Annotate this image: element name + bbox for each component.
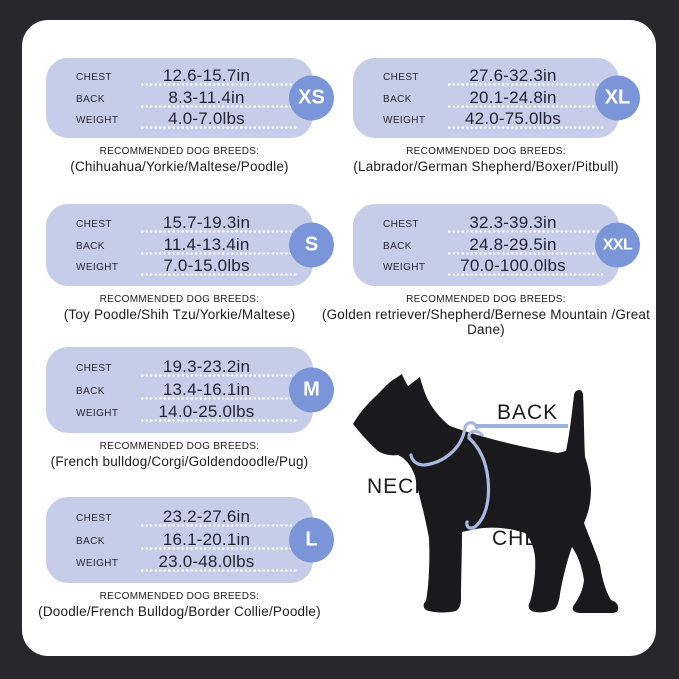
breed-caption-xs [7,146,352,174]
measure-row-chest [76,212,297,233]
breed-list: (Doodle/French Bulldog/Border Collie/Poodle) [38,604,321,619]
measure-row-weight [383,255,603,276]
dog-measurement-diagram [345,362,675,662]
size-chart-panel [22,20,656,656]
measure-row-back [76,234,297,255]
breed-list: (Toy Poodle/Shih Tzu/Yorkie/Maltese) [63,307,296,322]
chest-label: CHEST [383,72,419,84]
size-badge-m: M [289,368,334,413]
dotted-leader [447,108,603,129]
measure-row-chest [76,356,297,377]
weight-value: 70.0-100.0lbs [460,256,566,276]
chest-value: 27.6-32.3in [469,66,557,86]
dotted-leader [140,506,297,527]
measure-row-back [383,234,603,255]
breed-list: (Labrador/German Shepherd/Boxer/Pitbull) [353,159,619,174]
chest-label: CHEST [76,362,112,374]
dotted-leader [140,108,297,129]
size-block-xl [353,58,631,174]
measure-rows [353,58,619,138]
diagram-chest-label: CHEST [492,527,569,550]
measure-row-chest [76,65,297,86]
measure-rows [46,204,313,286]
chest-label: CHEST [383,218,419,230]
chest-value: 19.3-23.2in [162,356,251,376]
size-card-xs [46,58,325,138]
dotted-leader [140,401,297,422]
breed-list: (Golden retriever/Shepherd/Bernese Mountain /Great Dane) [321,307,651,337]
size-badge-xxl: XXL [595,223,640,268]
diagram-back-label: BACK [497,401,559,424]
recommended-label: RECOMMENDED DOG BREEDS: [99,591,260,602]
recommended-label: RECOMMENDED DOG BREEDS: [406,146,566,157]
weight-label: WEIGHT [76,558,119,570]
measure-rows [46,58,313,138]
dotted-leader [140,529,297,550]
breed-caption-m [7,441,352,469]
size-badge-xs: XS [289,76,334,121]
diagram-neck-label: NECK [367,475,430,498]
dotted-leader [447,255,603,276]
back-label: BACK [76,535,105,547]
back-value: 16.1-20.1in [162,529,251,549]
recommended-label: RECOMMENDED DOG BREEDS: [406,294,566,305]
measure-row-weight [76,401,297,422]
chest-value: 23.2-27.6in [162,506,251,526]
dotted-leader [447,212,603,233]
chest-label: CHEST [76,218,112,230]
recommended-label: RECOMMENDED DOG BREEDS: [99,441,260,452]
back-label: BACK [76,93,105,105]
chest-value: 15.7-19.3in [162,212,251,232]
size-card-xxl [353,204,633,286]
chest-value: 12.6-15.7in [162,66,251,86]
size-badge-xl: XL [595,76,640,121]
size-card-m [46,347,320,433]
weight-label: WEIGHT [383,114,426,126]
recommended-label: RECOMMENDED DOG BREEDS: [99,146,260,157]
measure-row-chest [383,65,603,86]
size-block-xs [46,58,325,174]
weight-value: 4.0-7.0lbs [168,108,245,128]
breed-list: (French bulldog/Corgi/Goldendoodle/Pug) [50,454,309,469]
size-card-xl [353,58,631,138]
chest-label: CHEST [76,72,112,84]
recommended-label: RECOMMENDED DOG BREEDS: [99,294,260,305]
weight-value: 23.0-48.0lbs [158,552,255,572]
back-value: 20.1-24.8in [469,87,557,107]
weight-value: 7.0-15.0lbs [163,256,250,276]
back-value: 11.4-13.4in [163,234,250,254]
measure-row-back [76,529,297,550]
measure-row-chest [76,506,297,527]
weight-value: 42.0-75.0lbs [465,108,561,128]
measure-rows [353,204,619,286]
dotted-leader [140,87,297,108]
breed-caption-xxl [314,294,659,337]
breed-list: (Chihuahua/Yorkie/Maltese/Poodle) [70,159,289,174]
breed-caption-l [7,591,352,619]
dotted-leader [447,87,603,108]
dotted-leader [447,234,603,255]
measure-row-weight [76,255,297,276]
dotted-leader [140,379,297,400]
back-label: BACK [76,240,105,252]
size-card-s [46,204,319,286]
dotted-leader [140,234,297,255]
size-block-l [38,497,321,619]
back-value: 24.8-29.5in [469,234,557,254]
weight-label: WEIGHT [383,262,426,274]
breed-caption-xl [314,146,659,174]
measure-rows [46,497,313,583]
measure-row-back [383,87,603,108]
back-label: BACK [76,385,105,397]
size-badge-l: L [289,518,334,563]
measure-row-weight [383,108,603,129]
measure-row-weight [76,551,297,572]
back-label: BACK [383,240,412,252]
size-card-l [46,497,318,583]
size-block-xxl [321,204,651,337]
weight-label: WEIGHT [76,262,119,274]
dotted-leader [140,255,297,276]
back-label: BACK [383,93,412,105]
size-block-s [46,204,319,322]
chest-value: 32.3-39.3in [469,212,557,232]
breed-caption-s [7,294,352,322]
chest-label: CHEST [76,512,112,524]
dotted-leader [140,65,297,86]
back-value: 13.4-16.1in [162,379,251,399]
size-badge-s: S [289,223,334,268]
measure-rows [46,347,313,433]
measure-row-back [76,87,297,108]
back-value: 8.3-11.4in [168,87,245,107]
dotted-leader [140,356,297,377]
dotted-leader [447,65,603,86]
measure-row-chest [383,212,603,233]
weight-label: WEIGHT [76,114,119,126]
size-block-m [46,347,320,469]
weight-value: 14.0-25.0lbs [158,402,255,422]
measure-row-back [76,379,297,400]
dotted-leader [140,212,297,233]
dotted-leader [140,551,297,572]
weight-label: WEIGHT [76,408,119,420]
measure-row-weight [76,108,297,129]
